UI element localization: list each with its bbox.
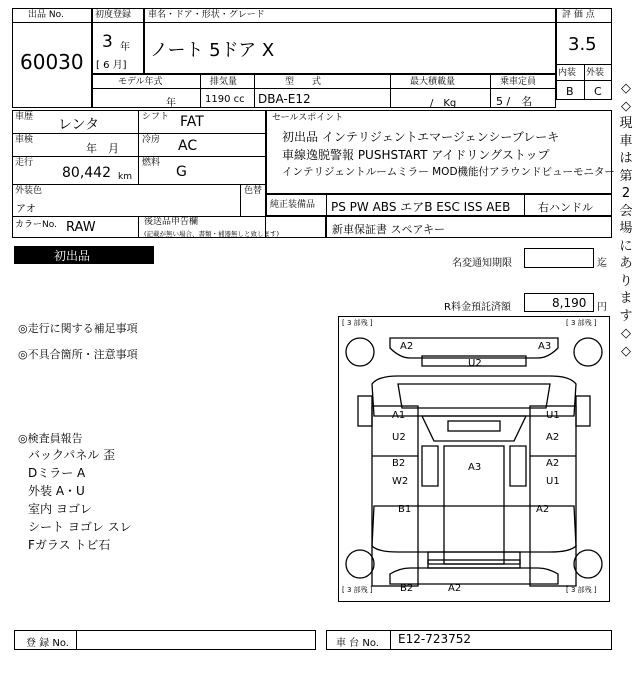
inspection-value: 年 月	[86, 142, 119, 155]
recycle-value: 8,190	[552, 296, 587, 310]
color-no-label: カラーNo.	[15, 220, 57, 230]
damage-center-a3: A3	[468, 462, 482, 473]
damage-right-a2: A2	[546, 432, 560, 443]
inspector-line-3: 外装 A・U	[28, 484, 85, 498]
first-reg-year: 3	[102, 32, 113, 52]
first-listing-text: 初出品	[54, 249, 91, 263]
first-reg-month: [ 6 月]	[96, 60, 127, 71]
interior-grade: B	[566, 85, 574, 98]
shift-label: シフト	[142, 112, 170, 122]
ext-color-value: アオ	[16, 204, 36, 215]
tire-front-right: [ 3 部残 ]	[566, 319, 597, 327]
type-value: DBA-E12	[258, 92, 311, 106]
chassis-no-value: E12-723752	[398, 632, 471, 646]
mileage-unit: km	[118, 172, 132, 182]
damage-right-u1-rear: U1	[546, 476, 560, 487]
equipment-items: PS PW ABS エアB ESC ISS AEB	[331, 200, 511, 214]
color-no-value: RAW	[66, 220, 96, 235]
damage-left-a1: A1	[392, 410, 406, 421]
driving-remarks-label: ◎走行に関する補足事項	[18, 322, 138, 335]
ac-label: 冷房	[142, 135, 161, 145]
inspector-label: ◎検査員報告	[18, 432, 83, 445]
damage-front-right-a3: A3	[538, 341, 552, 352]
history-value: レンタ	[58, 117, 100, 133]
max-load-value: / Kg	[430, 98, 457, 109]
inspector-line-6: Fガラス トビ石	[28, 538, 111, 552]
ext-color-label: 外装色	[15, 186, 43, 196]
damage-roof-u2: U2	[468, 358, 482, 369]
tire-rear-left: [ 3 部残 ]	[342, 586, 373, 594]
handle-value: 右ハンドル	[538, 201, 593, 214]
exterior-label: 外装	[586, 68, 605, 78]
capacity-label: 乗車定員	[500, 77, 537, 87]
recycle-label: R料金預託済額	[444, 302, 511, 313]
first-reg-label: 初度登録	[95, 10, 132, 20]
model-year-label: モデル年式	[118, 77, 163, 87]
sales-points-label: セールスポイント	[272, 113, 344, 123]
interior-label: 内装	[558, 68, 577, 78]
name-change-label: 名変通知期限	[452, 258, 512, 269]
equipment-label: 純正装備品	[270, 200, 316, 210]
damage-right-a2-rear: A2	[546, 458, 560, 469]
inspection-label: 車検	[15, 135, 34, 145]
damage-front-left-a2: A2	[400, 341, 414, 352]
sidebar-notice	[614, 80, 638, 380]
shift-value: FAT	[180, 114, 204, 130]
damage-left-u2: U2	[392, 432, 406, 443]
year-unit: 年	[120, 42, 130, 53]
damage-left-w2: W2	[392, 476, 409, 487]
inspector-line-4: 室内 ヨゴレ	[28, 502, 92, 516]
sales-point-line-2: 車線逸脱警報 PUSHSTART アイドリングストップ	[282, 148, 550, 162]
lot-number: 60030	[20, 50, 84, 74]
fuel-label: 燃料	[142, 158, 161, 168]
damage-rear-a2: A2	[448, 583, 462, 594]
damage-right-u1: U1	[546, 410, 560, 421]
mileage-label: 走行	[15, 158, 34, 168]
score-label: 評 価 点	[562, 10, 595, 20]
docs-label: 後送品申告欄	[144, 217, 199, 227]
type-label: 型 式	[285, 77, 322, 87]
damage-left-b1: B1	[398, 504, 412, 515]
damage-right-a2-bumper: A2	[536, 504, 550, 515]
name-change-field	[524, 248, 594, 268]
score-value: 3.5	[568, 34, 597, 55]
model-year-unit: 年	[166, 98, 176, 109]
defects-label: ◎不具合箇所・注意事項	[18, 348, 138, 361]
car-name: ノート 5ドア X	[150, 40, 275, 61]
displacement-label: 排気量	[210, 77, 238, 87]
name-change-suffix: 迄	[597, 258, 607, 269]
fuel-value: G	[176, 164, 187, 180]
max-load-label: 最大積載量	[410, 77, 456, 87]
damage-rear-b2: B2	[400, 583, 414, 594]
color-change-label: 色替	[244, 186, 263, 196]
tire-rear-right: [ 3 部残 ]	[566, 586, 597, 594]
recycle-unit: 円	[597, 302, 607, 313]
capacity-value: 5 / 名	[496, 95, 533, 108]
ac-value: AC	[178, 138, 198, 154]
lot-label: 出品 No.	[28, 10, 64, 20]
displacement-value: 1190 cc	[205, 94, 245, 105]
inspector-line-1: バックパネル 歪	[28, 448, 116, 462]
sales-point-line-1: 初出品 インテリジェントエマージェンシーブレーキ	[282, 130, 560, 144]
history-label: 車歴	[15, 112, 34, 122]
docs-note: (記載が無い場合、書類・補器無しと致します)	[144, 230, 280, 238]
name-label: 車名・ドア・形状・グレード	[148, 10, 265, 20]
warranty-value: 新車保証書 スペアキー	[332, 223, 446, 236]
chassis-no-label: 車 台 No.	[336, 638, 379, 649]
inspector-line-5: シート ヨゴレ スレ	[28, 520, 132, 534]
tire-front-left: [ 3 部残 ]	[342, 319, 373, 327]
sidebar-notice-text: ◇ ◇ 現 車 は 第 2 会 場 に あ り ま す ◇ ◇	[619, 81, 633, 359]
exterior-grade: C	[594, 85, 602, 98]
sales-point-line-3: インテリジェントルームミラー MOD機能付アラウンドビューモニター	[282, 166, 616, 178]
reg-no-label: 登 録 No.	[26, 638, 69, 649]
inspector-line-2: Dミラー A	[28, 466, 86, 480]
damage-left-b2: B2	[392, 458, 406, 469]
mileage-value: 80,442	[62, 165, 111, 181]
